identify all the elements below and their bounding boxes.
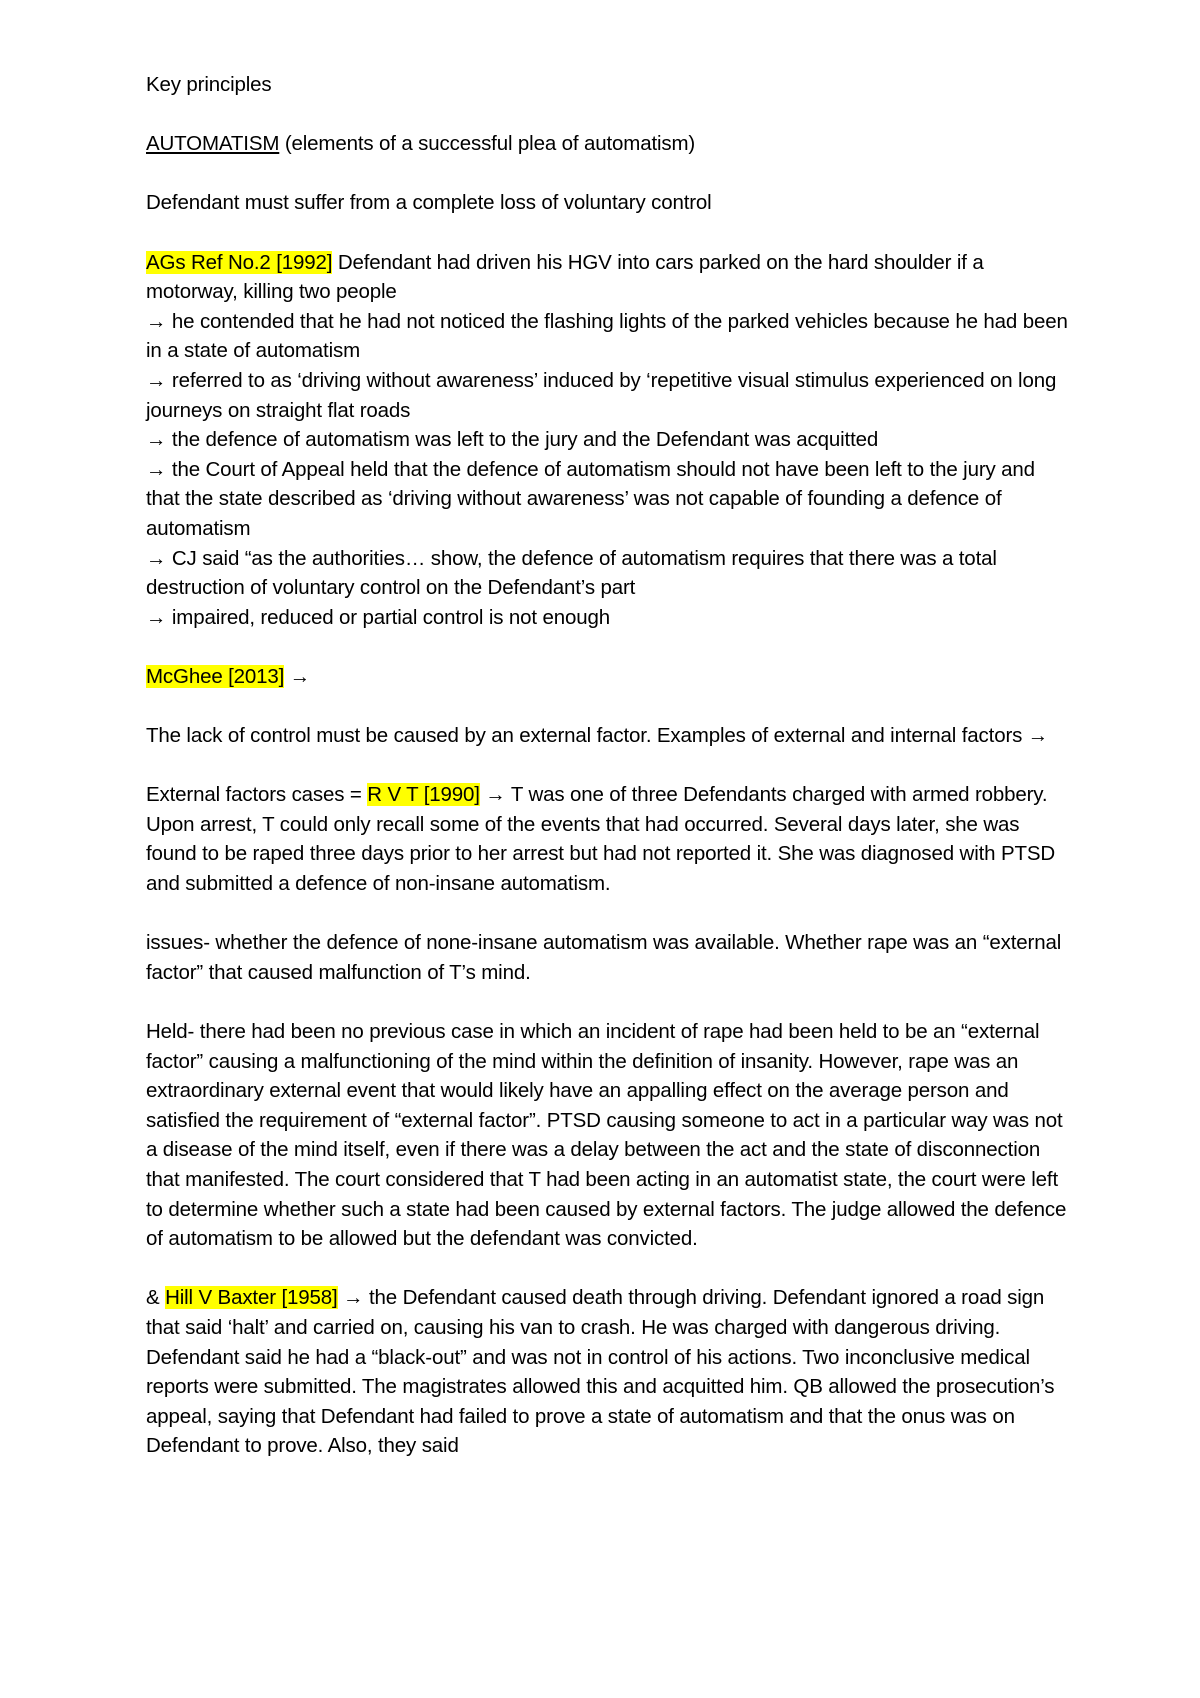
arrow-icon: →	[146, 428, 167, 452]
spacer	[146, 751, 1070, 781]
arrow-icon: →	[1027, 724, 1049, 748]
case-prefix: &	[146, 1286, 166, 1310]
section-heading	[146, 129, 1070, 159]
case-point-text: the Court of Appeal held that the defence of automatism should not have been left to the jury and that the state described as ‘driving without awareness’ was not capable of founding a defence of automatism	[146, 457, 1035, 540]
spacer	[146, 100, 1070, 130]
spacer	[146, 691, 1070, 721]
case-text: T was one of three Defendants charged with armed robbery. Upon arrest, T could only recall some of the events that had occurred. Several days later, she was found to be raped three days prior to her arrest but had not reported it. She was diagnosed with PTSD and submitted a defence of non-insane automatism.	[146, 783, 1056, 896]
arrow-icon: →	[289, 664, 311, 688]
case-point	[146, 307, 1070, 366]
spacer	[146, 632, 1070, 662]
case-point	[146, 366, 1070, 425]
arrow-icon: →	[146, 368, 167, 392]
arrow-icon: →	[146, 546, 167, 570]
intro-paragraph: Defendant must suffer from a complete loss of voluntary control	[146, 191, 712, 215]
case-point	[146, 425, 1070, 455]
spacer	[146, 899, 1070, 929]
case-text: the Defendant caused death through driving. Defendant ignored a road sign that said ‘halt’ and carried on, causing his van to crash. He was charged with dangerous driving. Defendant said he had a “black-out” and was not in control of his actions. Two inconclusive medical reports were submitted. The magistrates allowed this and acquitted him. QB allowed the prosecution’s appeal, saying that Defendant had failed to prove a state of automatism and that the onus was on Defendant to prove. Also, they said	[146, 1286, 1055, 1458]
arrow-icon: →	[146, 457, 167, 481]
spacer	[146, 1254, 1070, 1284]
case-name-highlight: McGhee [2013]	[146, 664, 285, 688]
case-point	[146, 544, 1070, 603]
arrow-icon: →	[146, 309, 167, 333]
case-text: Defendant had driven his HGV into cars parked on the hard shoulder if a motorway, killing two people	[146, 250, 984, 304]
spacer	[146, 218, 1070, 248]
case-point	[146, 603, 1070, 633]
case-point-text: impaired, reduced or partial control is not enough	[166, 605, 610, 629]
external-factor-text: The lack of control must be caused by an external factor. Examples of external and internal factors	[146, 724, 1028, 748]
page-heading: Key principles	[146, 73, 272, 96]
case-name-highlight: R V T [1990]	[367, 783, 480, 807]
case-point-text: the defence of automatism was left to the jury and the Defendant was acquitted	[166, 428, 879, 452]
spacer	[146, 159, 1070, 189]
case-mcghee-paragraph	[146, 662, 1070, 692]
case-name-highlight: Hill V Baxter [1958]	[165, 1286, 338, 1310]
arrow-icon: →	[146, 605, 167, 629]
arrow-icon: →	[343, 1286, 364, 1310]
case-point-text: referred to as ‘driving without awareness’ induced by ‘repetitive visual stimulus experienced on long journeys on straight flat roads	[146, 368, 1057, 422]
held-paragraph: Held- there had been no previous case in which an incident of rape had been held to be an “external factor” causing a malfunctioning of the mind within the definition of insanity. However, rape was an extraordinary external event that would likely have an appalling effect on the average person and satisfied the requirement of “external factor”. PTSD causing someone to act in a particular way was not a disease of the mind itself, even if there was a delay between the act and the state of disconnection that manifested. The court considered that T had been acting in an automatist state, the court were left to determine whether such a state had been caused by external factors. The judge allowed the defence of automatism to be allowed but the defendant was convicted.	[146, 1020, 1067, 1251]
section-subtitle: (elements of a successful plea of automatism)	[279, 132, 696, 156]
case-point	[146, 455, 1070, 544]
case-hill-v-baxter-paragraph	[146, 1283, 1070, 1461]
spacer	[146, 987, 1070, 1017]
case-point-text: he contended that he had not noticed the flashing lights of the parked vehicles because he had been in a state of automatism	[146, 309, 1068, 363]
case-ags-ref-paragraph	[146, 248, 1070, 307]
issues-paragraph: issues- whether the defence of none-insane automatism was available. Whether rape was an “external factor” that caused malfunction of T’s mind.	[146, 931, 1062, 984]
external-factor-paragraph	[146, 721, 1070, 751]
case-r-v-t-paragraph	[146, 780, 1070, 898]
case-prefix: External factors cases =	[146, 783, 368, 807]
section-title: AUTOMATISM	[146, 132, 280, 156]
case-point-text: CJ said “as the authorities… show, the defence of automatism requires that there was a total destruction of voluntary control on the Defendant’s part	[146, 546, 997, 600]
arrow-icon: →	[485, 783, 506, 807]
case-name-highlight: AGs Ref No.2 [1992]	[146, 250, 333, 274]
